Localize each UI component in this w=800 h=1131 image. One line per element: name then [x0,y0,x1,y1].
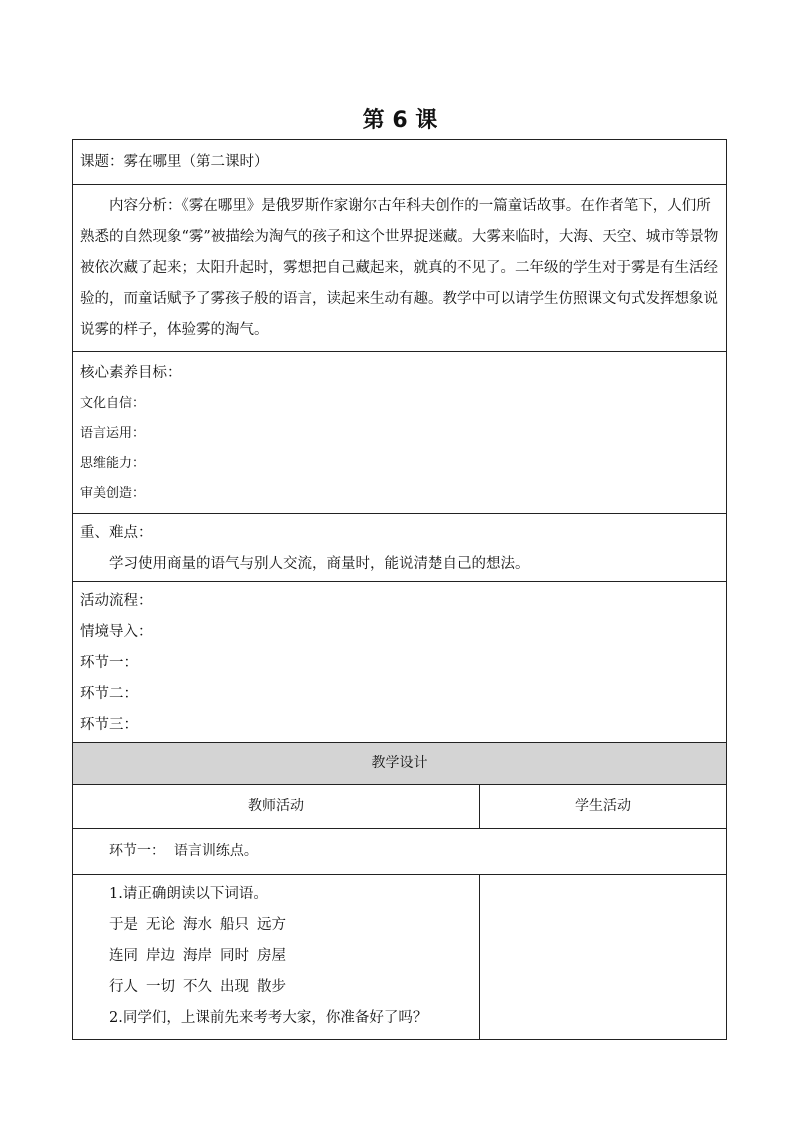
word-row-2 [109,941,472,972]
flow-step-2: 环节二： [80,686,138,702]
key-points-text: 学习使用商量的语气与别人交流，商量时，能说清楚自己的想法。 [109,556,530,572]
page-title: 第 6 课 [362,108,438,133]
word: 同时 [220,948,249,964]
goals-heading: 核心素养目标： [80,365,182,381]
student-activity-header: 学生活动 [480,785,727,829]
content-analysis-row [73,185,727,352]
word: 一切 [146,979,175,995]
word: 不久 [183,979,212,995]
word: 散步 [257,979,286,995]
step-one-row [73,829,727,875]
activity-flow-row [73,582,727,743]
step-one-label: 环节一： 语言训练点。 [73,829,727,875]
goals-cell [73,352,727,514]
word: 房屋 [257,948,286,964]
key-points-cell [73,514,727,582]
activity-flow-cell [73,582,727,743]
word: 无论 [146,917,175,933]
flow-heading: 活动流程： [80,593,153,609]
word: 海水 [183,917,212,933]
word: 于是 [109,917,138,933]
design-header-row [73,743,727,785]
teaching-content-row [73,875,727,1040]
subject-row [73,140,727,185]
goals-row [73,352,727,514]
teacher-activity-cell [73,875,480,1040]
content-analysis-text: 内容分析：《雾在哪里》是俄罗斯作家谢尔古年科夫创作的一篇童话故事。在作者笔下，人们所熟悉的自然现象“雾”被描绘为淘气的孩子和这个世界捉迷藏。大雾来临时，大海、天空、城市等景物被依次藏了起来；太阳升起时，雾想把自己藏起来，就真的不见了。二年级的学生对于雾是有生活经验的，而童话赋予了雾孩子般的语言，读起来生动有趣。教学中可以请学生仿照课文句式发挥想象说说雾的样子，体验雾的淘气。 [73,185,727,352]
student-activity-cell [480,875,727,1040]
design-heading: 教学设计 [73,743,727,785]
word-row-3 [109,972,472,1003]
task-one: 1.请正确朗读以下词语。 [109,886,268,902]
word: 海岸 [183,948,212,964]
word: 岸边 [146,948,175,964]
flow-intro: 情境导入： [80,624,153,640]
word: 连同 [109,948,138,964]
word: 船只 [220,917,249,933]
word-row-1 [109,910,472,941]
lesson-plan-table [72,139,727,1040]
goal-aesthetic: 审美创造： [80,486,146,501]
goal-thinking: 思维能力： [80,456,146,471]
column-header-row [73,785,727,829]
goal-culture: 文化自信： [80,396,146,411]
key-points-row [73,514,727,582]
teacher-activity-header: 教师活动 [73,785,480,829]
word: 远方 [257,917,286,933]
subject-cell: 课题：雾在哪里（第二课时） [73,140,727,185]
word: 行人 [109,979,138,995]
flow-step-3: 环节三： [80,717,138,733]
word: 出现 [220,979,249,995]
task-two: 2.同学们，上课前先来考考大家，你准备好了吗？ [109,1010,428,1026]
goal-language: 语言运用： [80,426,146,441]
flow-step-1: 环节一： [80,655,138,671]
key-points-heading: 重、难点： [80,525,153,541]
